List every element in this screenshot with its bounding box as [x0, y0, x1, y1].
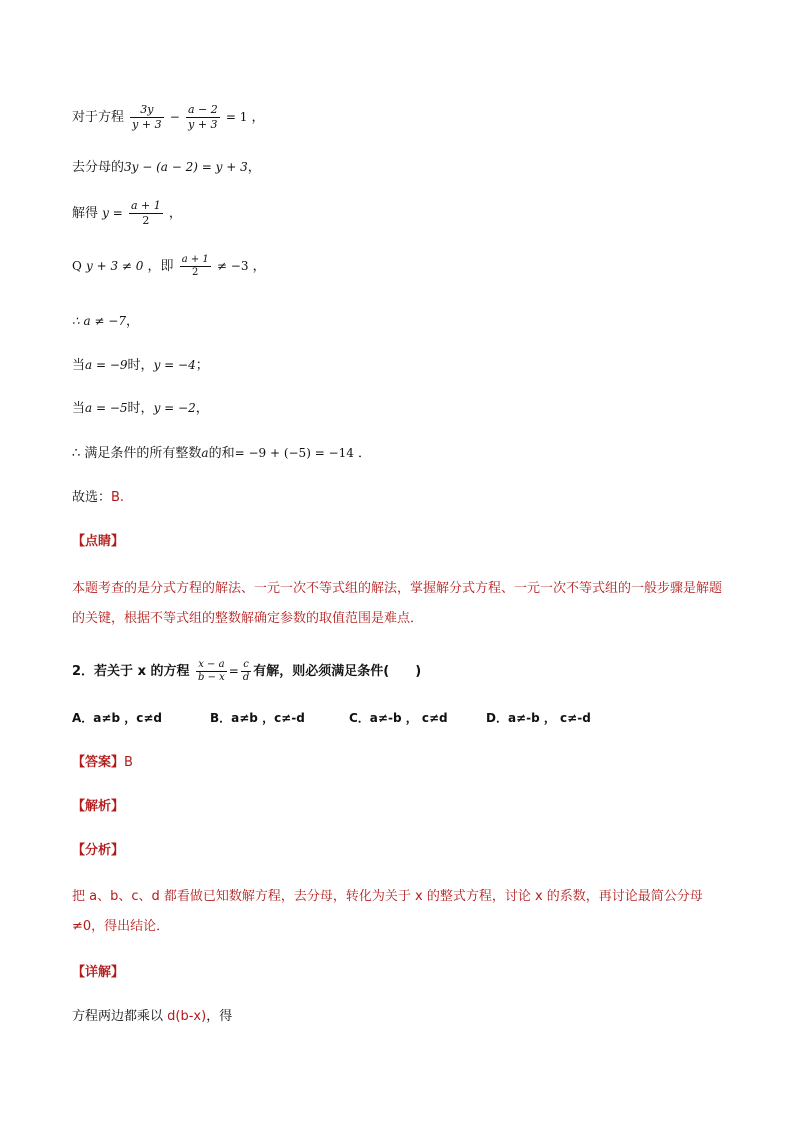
answer-section — [72, 754, 133, 772]
text: 当 — [72, 358, 86, 373]
operator: − — [169, 110, 180, 124]
math-expression: y = −4 — [153, 358, 196, 372]
fraction — [241, 659, 251, 684]
fraction — [186, 103, 220, 132]
text: 时， — [127, 358, 154, 373]
fraction-numerator: 3y — [130, 103, 163, 118]
fraction-numerator: x − a — [196, 659, 227, 672]
fraction-denominator: b − x — [198, 672, 225, 683]
analysis-heading: 【解析】 — [72, 799, 125, 814]
punct: ， — [251, 110, 265, 125]
operator: = — [228, 664, 239, 678]
punct: ， — [125, 314, 139, 329]
punct: ， — [252, 259, 266, 274]
math-expression: = −9 + (−5) = −14 — [234, 446, 354, 460]
rhs: = 1 — [225, 110, 248, 124]
equation-line-3 — [72, 199, 182, 228]
fraction-numerator: a + 1 — [130, 199, 161, 212]
option-b: B．a≠b ，c≠-d — [210, 711, 305, 725]
fraction — [129, 199, 163, 228]
math-expression: a = −5 — [85, 401, 128, 415]
equation-line-2 — [72, 158, 261, 177]
question-suffix: 有解，则必须满足条件( ) — [253, 664, 422, 679]
math-expression: y = — [102, 206, 123, 220]
math-expression: 3y − (a − 2) = y + 3 — [124, 160, 248, 174]
answer-heading: 【答案】 — [72, 755, 125, 770]
punct: ． — [358, 446, 372, 461]
text: ，即 — [147, 259, 174, 274]
punct: ； — [195, 358, 209, 373]
equation-line-1 — [72, 103, 265, 132]
equation-line-5 — [72, 312, 139, 331]
text: ∴ 满足条件的所有整数 — [72, 446, 202, 461]
math-expression: y = −2 — [153, 401, 196, 415]
text: 对于方程 — [72, 110, 125, 125]
math-variable: a — [201, 446, 209, 460]
fraction-denominator: d — [242, 672, 250, 683]
fraction-denominator: y + 3 — [132, 118, 162, 131]
fraction-denominator: 2 — [192, 267, 199, 278]
equation-line-8 — [72, 444, 371, 463]
detail-text — [72, 1008, 232, 1026]
fraction-numerator: a + 1 — [181, 254, 209, 265]
fraction-numerator: a − 2 — [187, 103, 218, 116]
option-c: C．a≠-b ， c≠d — [349, 711, 448, 725]
fraction-denominator: 2 — [142, 214, 150, 227]
fraction — [196, 659, 227, 684]
equation-line-7 — [72, 399, 209, 418]
fenxi-text: 把 a、b、c、d 都看做已知数解方程，去分母，转化为关于 x 的整式方程，讨论 x 的系数，再讨论最简公分母≠0，得出结论． — [72, 889, 703, 934]
punct: ， — [195, 401, 209, 416]
because-symbol: Q — [72, 259, 82, 273]
text: 解得 — [72, 206, 99, 221]
question-prefix: 2．若关于 x 的方程 — [72, 664, 190, 679]
fraction-denominator: y + 3 — [188, 118, 218, 131]
punct: ， — [168, 206, 182, 221]
text: ，得 — [206, 1009, 233, 1024]
equation-line-4 — [72, 254, 266, 279]
text: 方程两边都乘以 — [72, 1009, 168, 1024]
option-a: A．a≠b ，c≠d — [72, 711, 162, 725]
fraction-numerator: c — [241, 659, 251, 672]
math-expression: y + 3 ≠ 0 — [85, 259, 144, 273]
text: 当 — [72, 401, 86, 416]
math-expression: ∴ a ≠ −7 — [72, 314, 126, 328]
answer-value: B. — [111, 490, 125, 505]
fraction — [130, 103, 163, 132]
text: 去分母的 — [72, 160, 125, 175]
math-expression: a = −9 — [85, 358, 128, 372]
comment-heading: 【点睛】 — [72, 534, 125, 549]
math-expression: d(b-x) — [167, 1009, 207, 1024]
equation-line-6 — [72, 356, 209, 375]
answer-line — [72, 489, 124, 507]
fenxi-heading: 【分析】 — [72, 843, 125, 858]
detail-heading: 【详解】 — [72, 965, 125, 980]
math-expression: ≠ −3 — [216, 259, 249, 273]
answer-label: 故选： — [72, 490, 112, 505]
punct: ， — [247, 160, 261, 175]
text: 的和 — [208, 446, 235, 461]
comment-text: 本题考查的是分式方程的解法、一元一次不等式组的解法，掌握解分式方程、一元一次不等式组的一般步骤是解题的关键，根据不等式组的整数解确定参数的取值范围是难点． — [72, 581, 723, 626]
fraction — [180, 254, 211, 279]
text: 时， — [127, 401, 154, 416]
option-d: D．a≠-b ， c≠-d — [486, 711, 591, 725]
question-2 — [72, 659, 421, 684]
answer-value: B — [124, 755, 133, 770]
